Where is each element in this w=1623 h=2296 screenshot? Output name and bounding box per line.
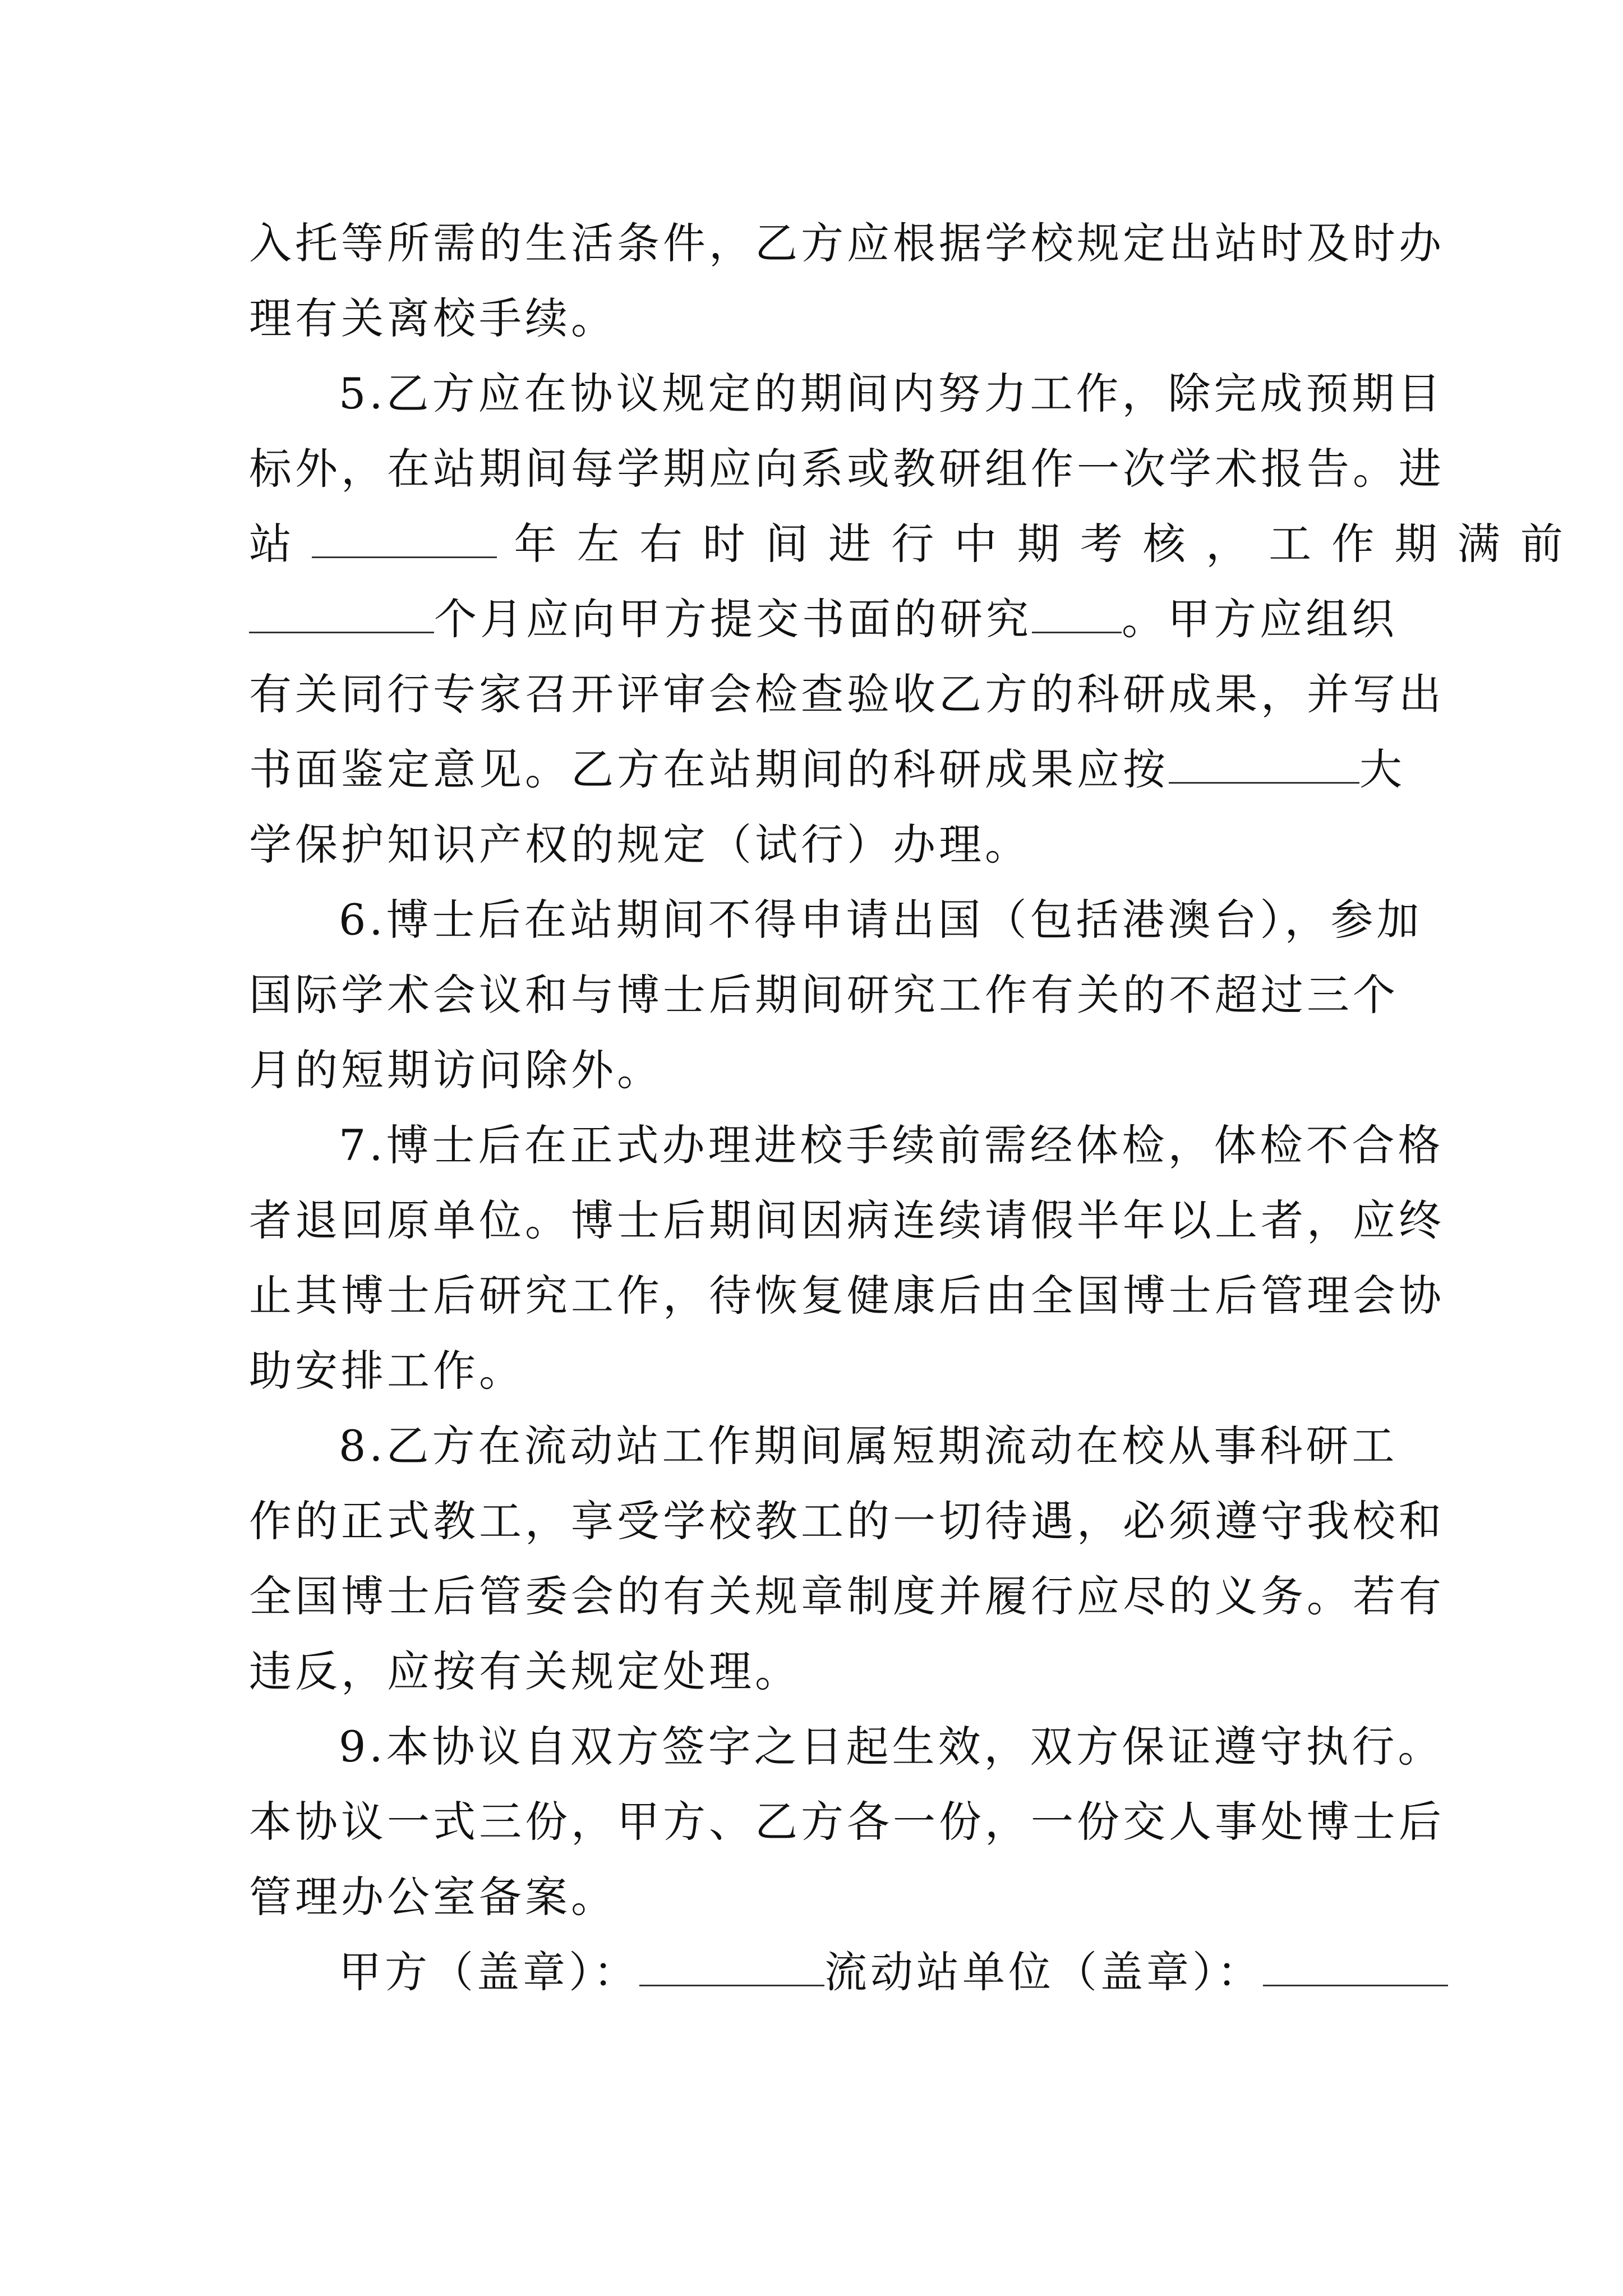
text-line: 站 年 左 右 时 间 进 行 中 期 考 核 ， 工 作 期 满 前 [249, 516, 1566, 572]
party-a-seal-blank [639, 1944, 824, 1986]
blank-research [1032, 591, 1122, 633]
text-line: 标外，在站期间每学期应向系或教研组作一次学术报告。进 [249, 444, 1445, 494]
text-line: 者退回原单位。博士后期间因病连续请假半年以上者，应终 [249, 1195, 1445, 1245]
text-line: 国际学术会议和与博士后期间研究工作有关的不超过三个 [249, 970, 1399, 1020]
paragraph-6-line: 6.博士后在站期间不得申请出国（包括港澳台），参加 [339, 895, 1423, 945]
signature-line [339, 1944, 1448, 2000]
paragraph-8-line: 8.乙方在流动站工作期间属短期流动在校从事科研工 [339, 1421, 1398, 1471]
station-unit-seal-blank [1263, 1944, 1448, 1986]
text-line: 助安排工作。 [249, 1346, 525, 1396]
text-line: 管理办公室备案。 [249, 1872, 617, 1922]
blank-years [312, 516, 497, 558]
text-line: 学保护知识产权的规定（试行）办理。 [249, 820, 1031, 869]
text-line: 本协议一式三份，甲方、乙方各一份，一份交人事处博士后 [249, 1797, 1445, 1847]
text-line: 违反，应按有关规定处理。 [249, 1646, 801, 1696]
blank-university [1169, 742, 1359, 784]
text-line: 月的短期访问除外。 [249, 1045, 663, 1095]
text-line: 止其博士后研究工作，待恢复健康后由全国博士后管理会协 [249, 1271, 1445, 1320]
station-unit-label: 流动站单位（盖章）： [824, 1947, 1263, 1997]
text-line: 个月应向甲方提交书面的研究 。甲方应组织 [249, 591, 1398, 647]
paragraph-7-line: 7.博士后在正式办理进校手续前需经体检，体检不合格 [339, 1120, 1444, 1170]
text-line: 入托等所需的生活条件，乙方应根据学校规定出站时及时办 [249, 218, 1445, 268]
text-line: 理有关离校手续。 [249, 293, 617, 343]
text-line: 作的正式教工，享受学校教工的一切待遇，必须遵守我校和 [249, 1496, 1445, 1546]
paragraph-9-line: 9.本协议自双方签字之日起生效，双方保证遵守执行。 [339, 1722, 1444, 1772]
party-a-label: 甲方（盖章）： [339, 1947, 639, 1997]
text-line: 有关同行专家召开评审会检查验收乙方的科研成果，并写出 [249, 669, 1445, 719]
blank-months [249, 591, 434, 633]
text-line: 书面鉴定意见。乙方在站期间的科研成果应按 大 [249, 742, 1405, 798]
paragraph-5-line: 5.乙方应在协议规定的期间内努力工作，除完成预期目 [339, 369, 1444, 418]
text-line: 全国博士后管委会的有关规章制度并履行应尽的义务。若有 [249, 1571, 1445, 1621]
